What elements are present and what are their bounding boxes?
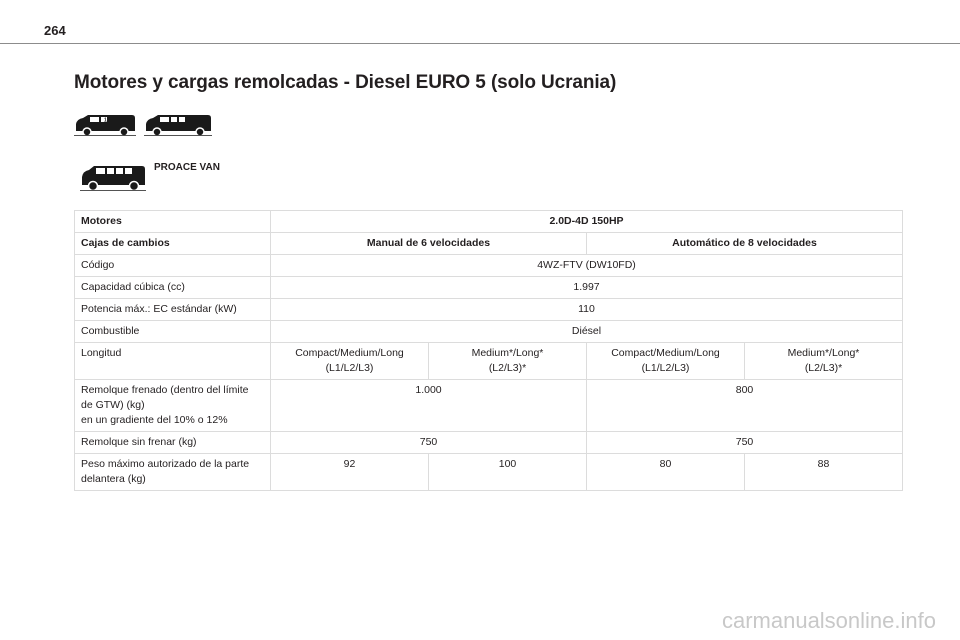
van-compact-icon: [74, 113, 136, 137]
header-divider: [0, 43, 960, 44]
engine-spec-table: [74, 210, 903, 491]
gearbox-auto: Automático de 8 velocidades: [587, 233, 903, 255]
row-label-remolque-sin: Remolque sin frenar (kg): [75, 432, 271, 454]
gearbox-manual: Manual de 6 velocidades: [271, 233, 587, 255]
van-long-icon: [80, 164, 146, 192]
row-label-longitud: Longitud: [75, 343, 271, 380]
table-row: [75, 233, 903, 255]
row-label-motores: Motores: [75, 211, 271, 233]
row-label-cajas: Cajas de cambios: [75, 233, 271, 255]
remolque-frenado-auto: 800: [587, 380, 903, 432]
longitud-cell: Medium*/Long* (L2/L3)*: [429, 343, 587, 380]
row-label-combustible: Combustible: [75, 321, 271, 343]
row-label-capacidad: Capacidad cúbica (cc): [75, 277, 271, 299]
table-row: [75, 343, 903, 380]
remolque-sin-auto: 750: [587, 432, 903, 454]
van-medium-icon: [144, 113, 212, 137]
table-row: [75, 277, 903, 299]
page-title: Motores y cargas remolcadas - Diesel EURO 5 (solo Ucrania): [74, 72, 617, 93]
peso-value: 92: [271, 454, 429, 491]
peso-value: 88: [745, 454, 903, 491]
row-label-remolque-frenado: Remolque frenado (dentro del límite de GTW) (kg) en un gradiente del 10% o 12%: [75, 380, 271, 432]
longitud-cell: Medium*/Long* (L2/L3)*: [745, 343, 903, 380]
capacidad-value: 1.997: [271, 277, 903, 299]
table-row: [75, 454, 903, 491]
table-row: [75, 321, 903, 343]
codigo-value: 4WZ-FTV (DW10FD): [271, 255, 903, 277]
table-row: [75, 380, 903, 432]
longitud-cell: Compact/Medium/Long (L1/L2/L3): [271, 343, 429, 380]
remolque-sin-manual: 750: [271, 432, 587, 454]
table-row: [75, 211, 903, 233]
motor-value: 2.0D-4D 150HP: [271, 211, 903, 233]
page-number: 264: [44, 23, 66, 38]
row-label-peso: Peso máximo autorizado de la parte delantera (kg): [75, 454, 271, 491]
longitud-cell: Compact/Medium/Long (L1/L2/L3): [587, 343, 745, 380]
table-row: [75, 299, 903, 321]
potencia-value: 110: [271, 299, 903, 321]
combustible-value: Diésel: [271, 321, 903, 343]
remolque-frenado-manual: 1.000: [271, 380, 587, 432]
watermark: carmanualsonline.info: [721, 608, 936, 633]
peso-value: 100: [429, 454, 587, 491]
peso-value: 80: [587, 454, 745, 491]
table-row: [75, 255, 903, 277]
row-label-potencia: Potencia máx.: EC estándar (kW): [75, 299, 271, 321]
table-row: [75, 432, 903, 454]
row-label-codigo: Código: [75, 255, 271, 277]
vehicle-label: PROACE VAN: [154, 162, 220, 173]
svg-text:1: 1: [104, 117, 107, 124]
